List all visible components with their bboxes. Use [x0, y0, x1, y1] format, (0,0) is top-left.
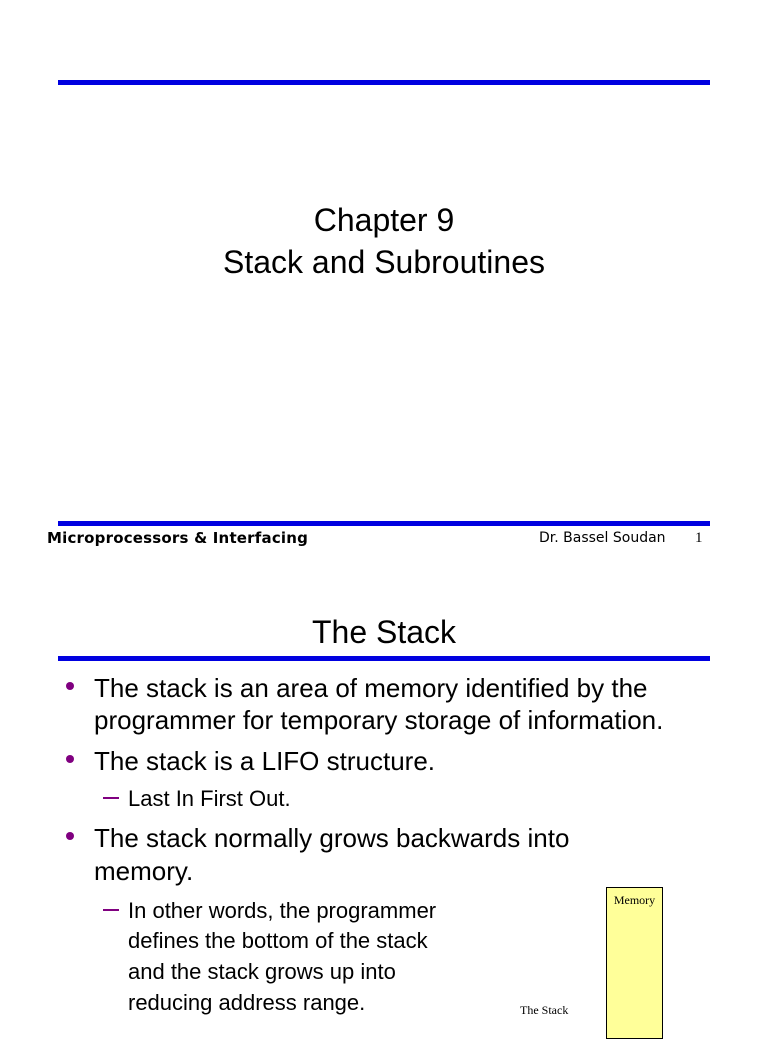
memory-label: Memory [613, 893, 656, 907]
sub-bullet-3-1-line-1: In other words, the programmer [128, 898, 437, 923]
slide1-top-rule [58, 80, 710, 85]
footer-page-number: 1 [695, 530, 703, 546]
sub-bullet-3-1-line-4: reducing address range. [128, 990, 366, 1015]
slide2-title-rule [58, 656, 710, 661]
bullet-2-line-1: The stack is a LIFO structure. [94, 746, 435, 776]
bullet-3-line-1: The stack normally grows backwards into [94, 823, 570, 853]
slide2-title: The Stack [311, 614, 457, 650]
slide1-title-line1: Chapter 9 [313, 202, 455, 238]
sub-bullet-marker [103, 909, 119, 911]
bullet-1-line-2: programmer for temporary storage of information. [94, 705, 664, 735]
slide1-title-line2: Stack and Subroutines [223, 244, 545, 280]
footer-author: Dr. Bassel Soudan [539, 530, 666, 546]
bullet-marker [66, 755, 74, 763]
bullet-1-line-1: The stack is an area of memory identified by the [94, 673, 648, 703]
sub-bullet-3-1-line-2: defines the bottom of the stack [128, 928, 428, 953]
stack-label: The Stack [520, 1003, 569, 1017]
sub-bullet-marker [103, 797, 119, 799]
sub-bullet-2-1-line-1: Last In First Out. [128, 786, 291, 811]
memory-diagram-box [606, 887, 663, 1039]
sub-bullet-3-1-line-3: and the stack grows up into [128, 959, 396, 984]
bullet-marker [66, 682, 74, 690]
slide1-footer-rule [58, 521, 710, 526]
bullet-3-line-2: memory. [94, 856, 194, 886]
bullet-marker [66, 832, 74, 840]
footer-course: Microprocessors & Interfacing [47, 529, 309, 547]
